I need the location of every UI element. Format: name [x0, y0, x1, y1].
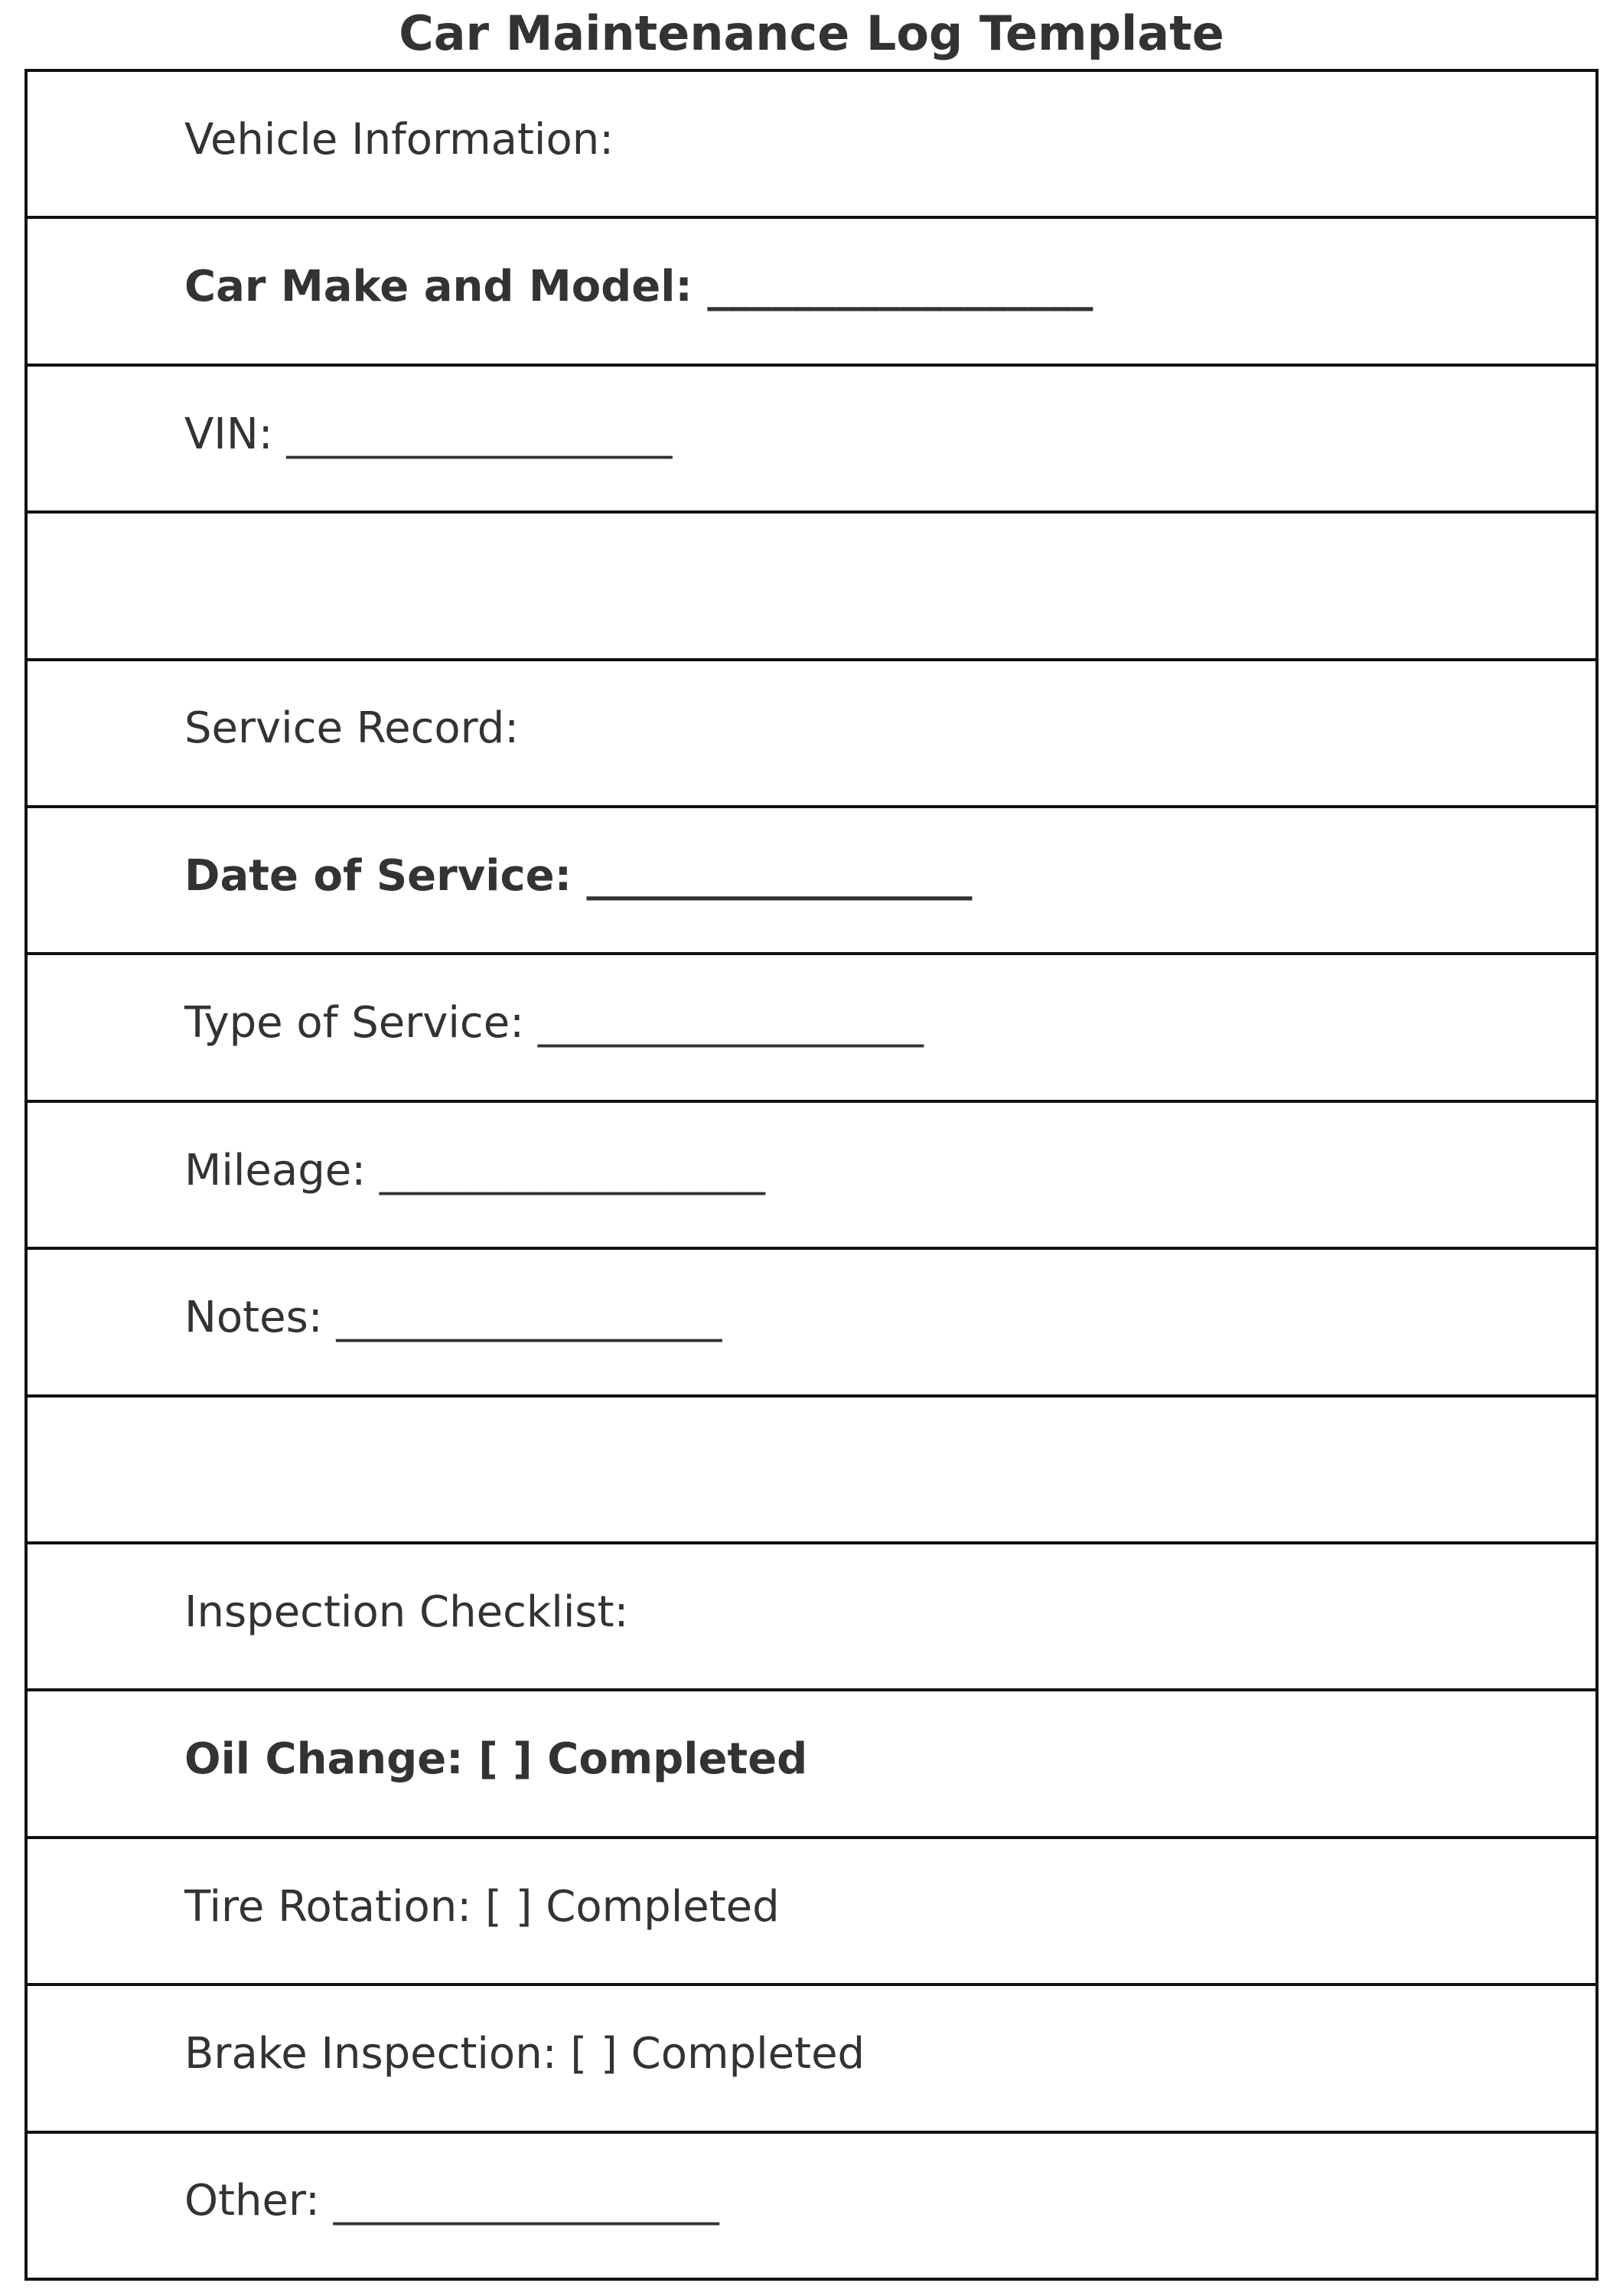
- tire-rotation-checkbox[interactable]: Tire Rotation: [ ] Completed: [184, 1881, 780, 1932]
- row-blank-spacer: [28, 510, 1595, 657]
- brake-inspection-checkbox[interactable]: Brake Inspection: [ ] Completed: [184, 2028, 865, 2079]
- row-vin[interactable]: [28, 364, 1595, 510]
- car-make-model-field[interactable]: Car Make and Model: __________________: [184, 262, 1093, 312]
- section-heading: Service Record:: [184, 703, 520, 754]
- page-title: Car Maintenance Log Template: [399, 5, 1224, 61]
- vin-field[interactable]: VIN: __________________: [184, 409, 673, 459]
- row-car-make-model[interactable]: [28, 216, 1595, 363]
- other-field[interactable]: Other: __________________: [184, 2176, 719, 2226]
- oil-change-checkbox[interactable]: Oil Change: [ ] Completed: [184, 1734, 808, 1785]
- row-type-of-service[interactable]: [28, 952, 1595, 1099]
- notes-field[interactable]: Notes: __________________: [184, 1292, 722, 1342]
- date-of-service-field[interactable]: Date of Service: __________________: [184, 850, 973, 901]
- type-of-service-field[interactable]: Type of Service: __________________: [184, 998, 924, 1049]
- row-date-of-service[interactable]: [28, 805, 1595, 952]
- row-brake-inspection[interactable]: [28, 1983, 1595, 2130]
- row-tire-rotation[interactable]: [28, 1836, 1595, 1983]
- row-blank-spacer: [28, 1394, 1595, 1541]
- mileage-field[interactable]: Mileage: __________________: [184, 1145, 765, 1195]
- section-heading: Vehicle Information:: [184, 114, 614, 165]
- section-heading: Inspection Checklist:: [184, 1587, 629, 1637]
- row-service-record-heading: [28, 658, 1595, 805]
- row-oil-change[interactable]: [28, 1688, 1595, 1835]
- row-notes[interactable]: [28, 1247, 1595, 1394]
- row-inspection-checklist-heading: [28, 1541, 1595, 1688]
- maintenance-log-table: [24, 69, 1599, 2281]
- row-vehicle-information-heading: [28, 72, 1595, 216]
- row-other[interactable]: [28, 2131, 1595, 2278]
- row-mileage[interactable]: [28, 1100, 1595, 1247]
